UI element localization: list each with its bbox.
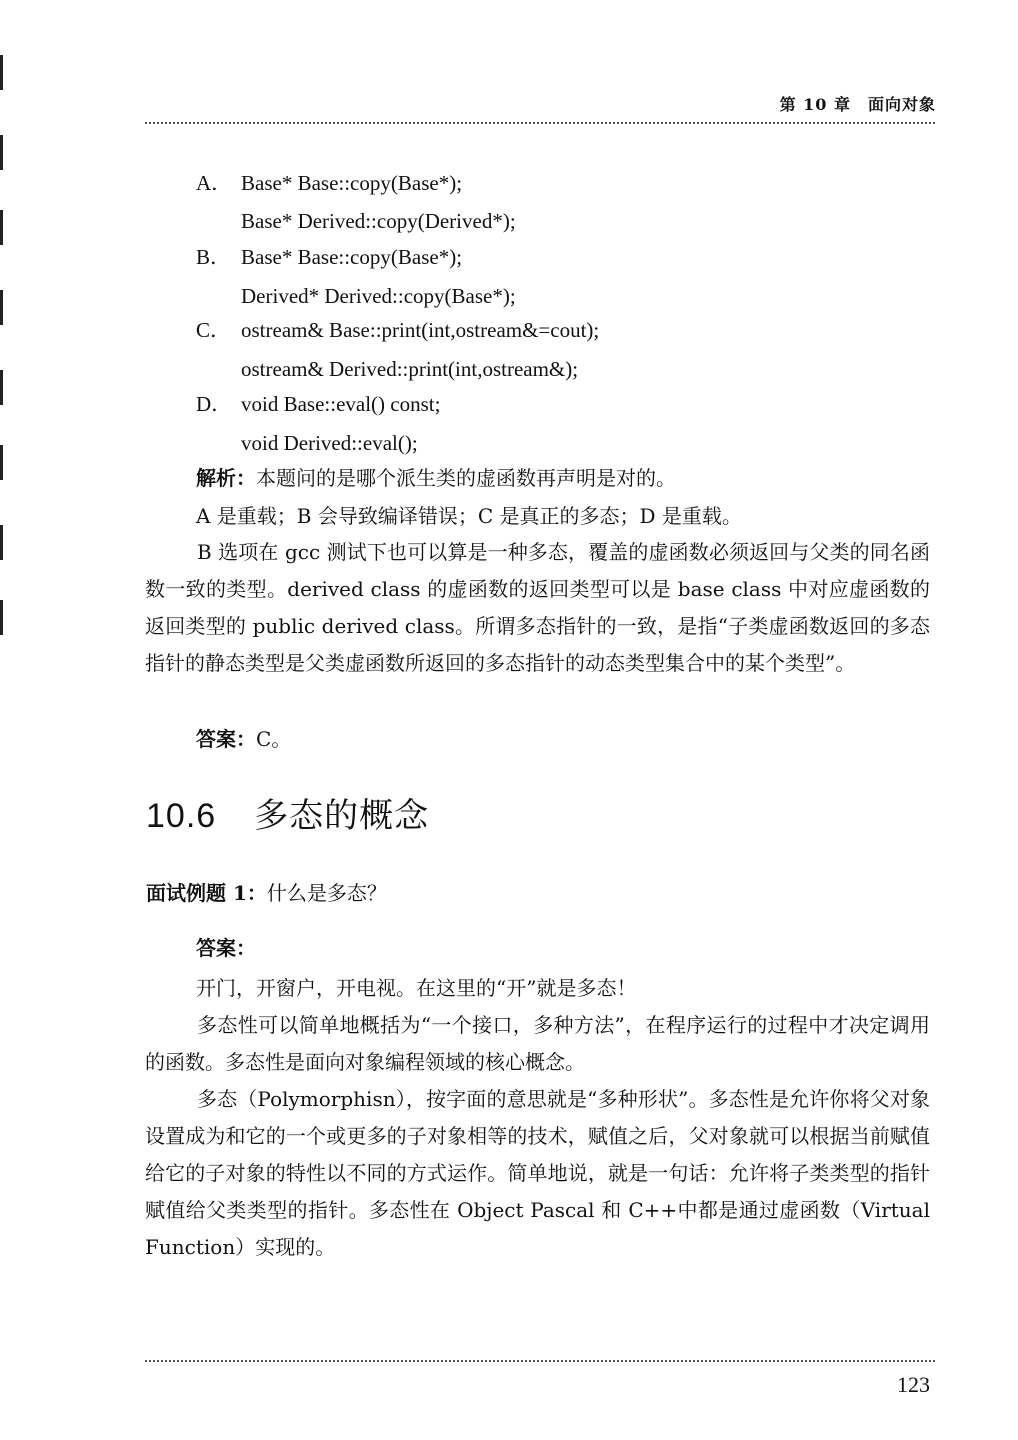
option-a-label: A． [196, 171, 233, 195]
option-d-label: D． [196, 392, 233, 416]
analysis-text: 本题问的是哪个派生类的虚函数再声明是对的。 [256, 466, 676, 490]
question-text: 什么是多态？ [266, 881, 387, 905]
page-number: 123 [897, 1372, 930, 1397]
option-d-line2: void Derived::eval(); [241, 431, 418, 455]
analysis-label: 解析： [196, 466, 256, 490]
option-c-line1: ostream& Base::print(int,ostream&=cout); [241, 318, 600, 342]
question-line [146, 880, 387, 906]
question-answer-label: 答案： [196, 936, 256, 960]
question-para2 [145, 1007, 930, 1081]
analysis-line2: A 是重载；B 会导致编译错误；C 是真正的多态；D 是重载。 [196, 504, 742, 528]
option-b-label: B． [196, 245, 232, 269]
question-para3-text: 多态（Polymorphisn），按字面的意思就是“多种形状”。多态性是允许你将父对象设置成为和它的一个或更多的子对象相等的技术，赋值之后，父对象就可以根据当前赋值给它的子对象的特性以不同的方式运作。简单地说，就是一句话：允许将子类类型的指针赋值给父类类型的指针。多态性在 Object Pascal 和 C++中都是通过虚函数（Virtual Function）实现的。 [145, 1087, 930, 1259]
binding-mark [0, 370, 3, 405]
question-answer-heading [196, 935, 256, 961]
section-heading [146, 788, 429, 837]
binding-mark [0, 445, 3, 480]
binding-mark [0, 55, 3, 90]
question-label: 面试例题 1： [146, 881, 267, 905]
section-number: 10.6 [146, 797, 217, 835]
binding-mark [0, 290, 3, 325]
analysis-answer [196, 726, 291, 752]
analysis-answer-label: 答案： [196, 727, 256, 751]
question-para3 [145, 1081, 930, 1266]
analysis-para-text: B 选项在 gcc 测试下也可以算是一种多态，覆盖的虚函数必须返回与父类的同名函数一致的类型。derived class 的虚函数的返回类型可以是 base class 中对应虚函数的返回类型的 public derived class。所谓多态指针的一致，是指“子类虚函数返回的多态指针的静态类型是父类虚函数所返回的多态指针的动态类型集合中的某个类型”。 [145, 540, 930, 675]
option-d-line1: void Base::eval() const; [241, 392, 441, 416]
analysis-paragraph [145, 534, 930, 682]
analysis-answer-value: C。 [256, 727, 292, 751]
question-para2-text: 多态性可以简单地概括为“一个接口，多种方法”，在程序运行的过程中才决定调用的函数。多态性是面向对象编程领域的核心概念。 [145, 1013, 930, 1074]
option-a-line2: Base* Derived::copy(Derived*); [241, 209, 516, 233]
section-title: 多态的概念 [254, 796, 430, 836]
binding-mark [0, 600, 3, 635]
analysis-line [196, 465, 676, 491]
binding-mark [0, 210, 3, 245]
binding-mark [0, 135, 3, 170]
binding-mark [0, 525, 3, 560]
option-b-line2: Derived* Derived::copy(Base*); [241, 284, 516, 308]
option-a-line1: Base* Base::copy(Base*); [241, 171, 463, 195]
question-para1: 开门，开窗户，开电视。在这里的“开”就是多态！ [196, 976, 637, 1000]
footer-rule [145, 1360, 935, 1362]
header-rule [145, 122, 935, 124]
running-header: 第 10 章 面向对象 [779, 95, 936, 114]
option-c-line2: ostream& Derived::print(int,ostream&); [241, 357, 579, 381]
option-c-label: C． [196, 318, 232, 342]
option-b-line1: Base* Base::copy(Base*); [241, 245, 463, 269]
